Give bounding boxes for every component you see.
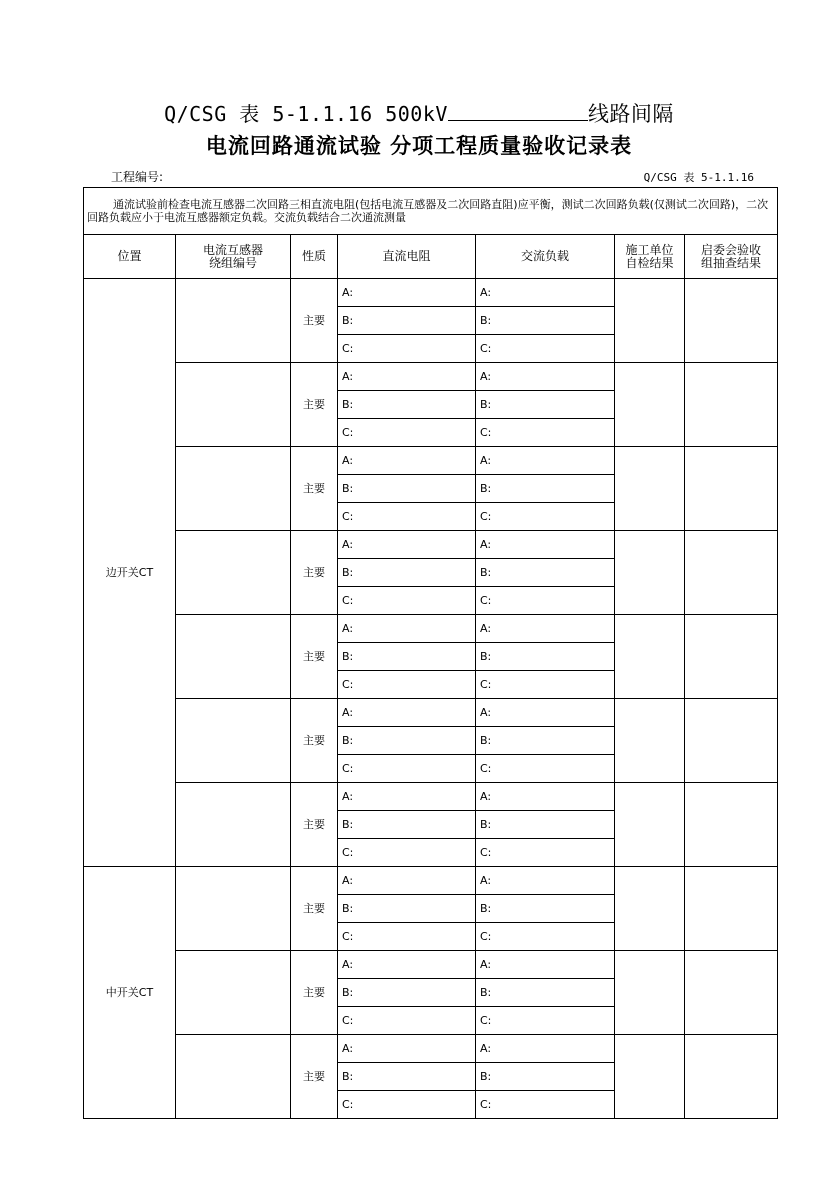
ac-load-phase-cell[interactable]: B: bbox=[476, 475, 615, 503]
dc-resistance-phase-cell[interactable]: C: bbox=[338, 755, 476, 783]
position-cell: 中开关CT bbox=[84, 867, 176, 1119]
self-check-result-cell[interactable] bbox=[615, 447, 685, 531]
ac-load-phase-cell[interactable]: A: bbox=[476, 531, 615, 559]
position-cell: 边开关CT bbox=[84, 279, 176, 867]
dc-resistance-phase-cell[interactable]: A: bbox=[338, 951, 476, 979]
sampling-result-cell[interactable] bbox=[685, 699, 778, 783]
dc-resistance-phase-cell[interactable]: C: bbox=[338, 1007, 476, 1035]
winding-number-cell[interactable] bbox=[176, 699, 291, 783]
self-check-result-cell[interactable] bbox=[615, 699, 685, 783]
ac-load-phase-cell[interactable]: B: bbox=[476, 643, 615, 671]
dc-resistance-phase-cell[interactable]: A: bbox=[338, 615, 476, 643]
nature-cell: 主要 bbox=[291, 615, 338, 699]
col-header-dc-resistance: 直流电阻 bbox=[338, 235, 476, 279]
dc-resistance-phase-cell[interactable]: B: bbox=[338, 979, 476, 1007]
ac-load-phase-cell[interactable]: A: bbox=[476, 699, 615, 727]
nature-cell: 主要 bbox=[291, 279, 338, 363]
dc-resistance-phase-cell[interactable]: B: bbox=[338, 475, 476, 503]
table-row bbox=[84, 279, 778, 307]
dc-resistance-phase-cell[interactable]: B: bbox=[338, 727, 476, 755]
document-subtitle: 电流回路通流试验 分项工程质量验收记录表 bbox=[205, 134, 633, 158]
col-header-ac-load: 交流负载 bbox=[476, 235, 615, 279]
dc-resistance-phase-cell[interactable]: A: bbox=[338, 783, 476, 811]
col-header-position: 位置 bbox=[84, 235, 176, 279]
self-check-result-cell[interactable] bbox=[615, 1035, 685, 1119]
dc-resistance-phase-cell[interactable]: B: bbox=[338, 895, 476, 923]
ac-load-phase-cell[interactable]: C: bbox=[476, 587, 615, 615]
dc-resistance-phase-cell[interactable]: A: bbox=[338, 699, 476, 727]
ac-load-phase-cell[interactable]: A: bbox=[476, 783, 615, 811]
ac-load-phase-cell[interactable]: C: bbox=[476, 671, 615, 699]
table-row bbox=[84, 867, 778, 895]
title-suffix: 线路间隔 bbox=[587, 102, 674, 126]
dc-resistance-phase-cell[interactable]: A: bbox=[338, 1035, 476, 1063]
ac-load-phase-cell[interactable]: A: bbox=[476, 1035, 615, 1063]
ac-load-phase-cell[interactable]: A: bbox=[476, 363, 615, 391]
dc-resistance-phase-cell[interactable]: C: bbox=[338, 503, 476, 531]
nature-cell: 主要 bbox=[291, 783, 338, 867]
ac-load-phase-cell[interactable]: B: bbox=[476, 559, 615, 587]
ac-load-phase-cell[interactable]: B: bbox=[476, 1063, 615, 1091]
ac-load-phase-cell[interactable]: B: bbox=[476, 727, 615, 755]
ac-load-phase-cell[interactable]: B: bbox=[476, 307, 615, 335]
self-check-result-cell[interactable] bbox=[615, 867, 685, 951]
nature-cell: 主要 bbox=[291, 951, 338, 1035]
ac-load-phase-cell[interactable]: B: bbox=[476, 391, 615, 419]
ac-load-phase-cell[interactable]: C: bbox=[476, 419, 615, 447]
winding-number-cell[interactable] bbox=[176, 531, 291, 615]
ac-load-phase-cell[interactable]: A: bbox=[476, 951, 615, 979]
project-number-label: 工程编号: bbox=[111, 170, 164, 184]
nature-cell: 主要 bbox=[291, 699, 338, 783]
winding-number-cell[interactable] bbox=[176, 867, 291, 951]
nature-cell: 主要 bbox=[291, 1035, 338, 1119]
dc-resistance-phase-cell[interactable]: A: bbox=[338, 363, 476, 391]
sampling-result-cell[interactable] bbox=[685, 1035, 778, 1119]
self-check-result-cell[interactable] bbox=[615, 279, 685, 363]
winding-number-cell[interactable] bbox=[176, 615, 291, 699]
ac-load-phase-cell[interactable]: B: bbox=[476, 811, 615, 839]
self-check-result-cell[interactable] bbox=[615, 615, 685, 699]
nature-cell: 主要 bbox=[291, 867, 338, 951]
form-code: Q/CSG 表 5-1.1.16 bbox=[643, 171, 754, 184]
sampling-result-cell[interactable] bbox=[685, 279, 778, 363]
dc-resistance-phase-cell[interactable]: A: bbox=[338, 867, 476, 895]
sampling-result-cell[interactable] bbox=[685, 867, 778, 951]
col-header-self-check: 施工单位 自检结果 bbox=[615, 235, 685, 279]
sampling-result-cell[interactable] bbox=[685, 615, 778, 699]
winding-number-cell[interactable] bbox=[176, 783, 291, 867]
dc-resistance-phase-cell[interactable]: C: bbox=[338, 419, 476, 447]
title-code: Q/CSG 表 5-1.1.16 500kV bbox=[164, 102, 448, 126]
test-requirement-note: 通流试验前检查电流互感器二次回路三相直流电阻(包括电流互感器及二次回路直阻)应平衡，测试二次回路负载(仅测试二次回路)，二次回路负载应小于电流互感器额定负载。交流负载结合二次通流测量 bbox=[84, 188, 778, 235]
dc-resistance-phase-cell[interactable]: B: bbox=[338, 559, 476, 587]
table-row bbox=[84, 531, 778, 559]
table-row bbox=[84, 1035, 778, 1063]
dc-resistance-phase-cell[interactable]: C: bbox=[338, 587, 476, 615]
dc-resistance-phase-cell[interactable]: B: bbox=[338, 811, 476, 839]
line-name-blank[interactable] bbox=[448, 102, 588, 121]
table-row bbox=[84, 699, 778, 727]
ac-load-phase-cell[interactable]: A: bbox=[476, 279, 615, 307]
ac-load-phase-cell[interactable]: C: bbox=[476, 755, 615, 783]
table-row bbox=[84, 447, 778, 475]
sampling-result-cell[interactable] bbox=[685, 363, 778, 447]
ac-load-phase-cell[interactable]: C: bbox=[476, 923, 615, 951]
winding-number-cell[interactable] bbox=[176, 951, 291, 1035]
dc-resistance-phase-cell[interactable]: B: bbox=[338, 307, 476, 335]
table-row bbox=[84, 951, 778, 979]
sampling-result-cell[interactable] bbox=[685, 447, 778, 531]
winding-number-cell[interactable] bbox=[176, 279, 291, 363]
ac-load-phase-cell[interactable]: C: bbox=[476, 503, 615, 531]
sampling-result-cell[interactable] bbox=[685, 951, 778, 1035]
winding-number-cell[interactable] bbox=[176, 1035, 291, 1119]
ac-load-phase-cell[interactable]: C: bbox=[476, 1091, 615, 1119]
dc-resistance-phase-cell[interactable]: C: bbox=[338, 923, 476, 951]
ac-load-phase-cell[interactable]: C: bbox=[476, 335, 615, 363]
self-check-result-cell[interactable] bbox=[615, 783, 685, 867]
self-check-result-cell[interactable] bbox=[615, 531, 685, 615]
nature-cell: 主要 bbox=[291, 531, 338, 615]
ac-load-phase-cell[interactable]: B: bbox=[476, 895, 615, 923]
dc-resistance-phase-cell[interactable]: B: bbox=[338, 1063, 476, 1091]
dc-resistance-phase-cell[interactable]: C: bbox=[338, 671, 476, 699]
dc-resistance-phase-cell[interactable]: C: bbox=[338, 1091, 476, 1119]
ac-load-phase-cell[interactable]: C: bbox=[476, 1007, 615, 1035]
winding-number-cell[interactable] bbox=[176, 363, 291, 447]
table-row bbox=[84, 783, 778, 811]
ac-load-phase-cell[interactable]: C: bbox=[476, 839, 615, 867]
table-row bbox=[84, 615, 778, 643]
dc-resistance-phase-cell[interactable]: A: bbox=[338, 531, 476, 559]
ac-load-phase-cell[interactable]: A: bbox=[476, 867, 615, 895]
nature-cell: 主要 bbox=[291, 447, 338, 531]
col-header-sampling: 启委会验收 组抽查结果 bbox=[685, 235, 778, 279]
ac-load-phase-cell[interactable]: A: bbox=[476, 447, 615, 475]
sampling-result-cell[interactable] bbox=[685, 783, 778, 867]
table-row bbox=[84, 363, 778, 391]
col-header-nature: 性质 bbox=[291, 235, 338, 279]
nature-cell: 主要 bbox=[291, 363, 338, 447]
ac-load-phase-cell[interactable]: B: bbox=[476, 979, 615, 1007]
self-check-result-cell[interactable] bbox=[615, 951, 685, 1035]
self-check-result-cell[interactable] bbox=[615, 363, 685, 447]
winding-number-cell[interactable] bbox=[176, 447, 291, 531]
ac-load-phase-cell[interactable]: A: bbox=[476, 615, 615, 643]
dc-resistance-phase-cell[interactable]: B: bbox=[338, 643, 476, 671]
dc-resistance-phase-cell[interactable]: A: bbox=[338, 279, 476, 307]
dc-resistance-phase-cell[interactable]: C: bbox=[338, 335, 476, 363]
record-table bbox=[83, 187, 778, 1119]
col-header-winding: 电流互感器 绕组编号 bbox=[176, 235, 291, 279]
sampling-result-cell[interactable] bbox=[685, 531, 778, 615]
dc-resistance-phase-cell[interactable]: C: bbox=[338, 839, 476, 867]
document-title bbox=[0, 98, 838, 128]
dc-resistance-phase-cell[interactable]: B: bbox=[338, 391, 476, 419]
dc-resistance-phase-cell[interactable]: A: bbox=[338, 447, 476, 475]
header-row bbox=[84, 235, 778, 279]
